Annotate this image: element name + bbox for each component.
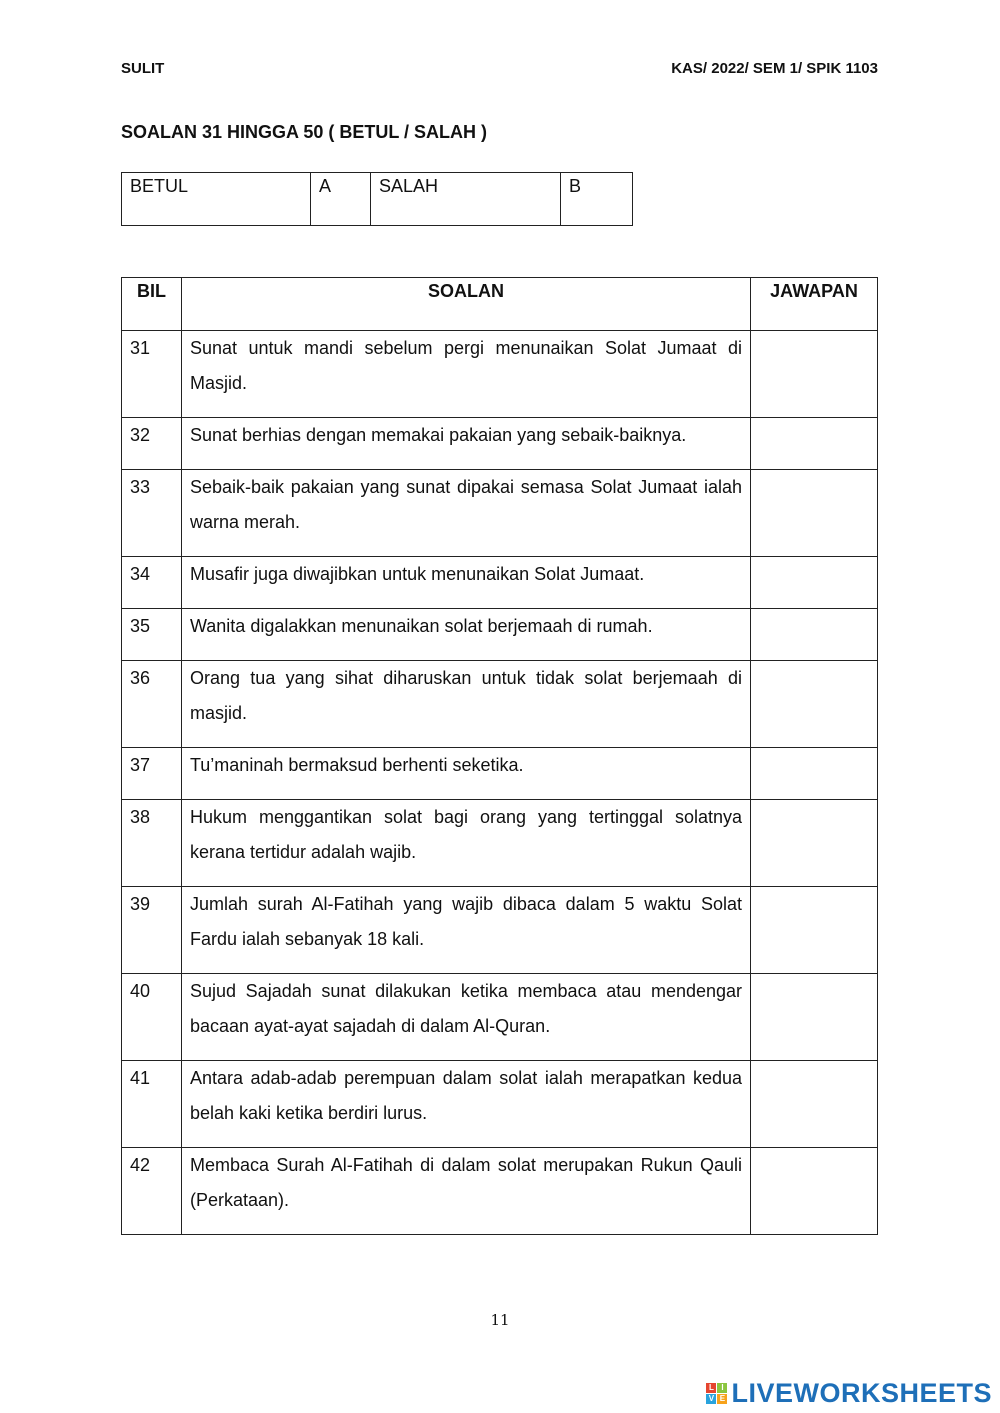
answer-cell[interactable] [751,609,878,661]
question-number: 37 [122,748,182,800]
answer-cell[interactable] [751,470,878,557]
question-text: Wanita digalakkan menunaikan solat berjemaah di rumah. [181,609,750,661]
answer-cell[interactable] [751,1061,878,1148]
table-row [122,557,878,609]
answer-cell[interactable] [751,887,878,974]
question-number: 40 [122,974,182,1061]
answer-cell[interactable] [751,1148,878,1235]
question-number: 38 [122,800,182,887]
table-row [122,1148,878,1235]
answer-cell[interactable] [751,331,878,418]
question-text: Musafir juga diwajibkan untuk menunaikan Solat Jumaat. [181,557,750,609]
header-jawapan: JAWAPAN [751,278,878,331]
logo-letter-l: L [706,1383,716,1393]
answer-cell[interactable] [751,748,878,800]
question-text: Orang tua yang sihat diharuskan untuk tidak solat berjemaah di masjid. [181,661,750,748]
header-soalan: SOALAN [181,278,750,331]
legend-betul-label: BETUL [122,173,311,226]
table-row [122,887,878,974]
question-text: Jumlah surah Al-Fatihah yang wajib dibaca dalam 5 waktu Solat Fardu ialah sebanyak 18 kali. [181,887,750,974]
answer-cell[interactable] [751,974,878,1061]
legend-salah-label: SALAH [371,173,561,226]
question-text: Sebaik-baik pakaian yang sunat dipakai semasa Solat Jumaat ialah warna merah. [181,470,750,557]
table-row [122,470,878,557]
table-row [122,974,878,1061]
question-number: 35 [122,609,182,661]
answer-cell[interactable] [751,661,878,748]
answer-cell[interactable] [751,418,878,470]
logo-letter-i: I [717,1383,727,1393]
answer-cell[interactable] [751,800,878,887]
question-number: 31 [122,331,182,418]
question-number: 34 [122,557,182,609]
question-text: Sujud Sajadah sunat dilakukan ketika membaca atau mendengar bacaan ayat-ayat sajadah di dalam Al-Quran. [181,974,750,1061]
logo-letter-v: V [706,1394,716,1404]
header-bil: BIL [122,278,182,331]
question-table [121,277,878,1235]
answer-cell[interactable] [751,557,878,609]
table-row [122,748,878,800]
legend-betul-code: A [311,173,371,226]
question-text: Sunat untuk mandi sebelum pergi menunaikan Solat Jumaat di Masjid. [181,331,750,418]
table-row [122,331,878,418]
table-row [122,418,878,470]
logo-letter-e: E [717,1394,727,1404]
question-text: Sunat berhias dengan memakai pakaian yang sebaik-baiknya. [181,418,750,470]
header-right: KAS/ 2022/ SEM 1/ SPIK 1103 [671,60,878,77]
header-left: SULIT [121,60,165,77]
table-row [122,1061,878,1148]
question-text: Membaca Surah Al-Fatihah di dalam solat merupakan Rukun Qauli (Perkataan). [181,1148,750,1235]
question-number: 41 [122,1061,182,1148]
liveworksheets-text: LIVEWORKSHEETS [731,1378,992,1408]
question-text: Antara adab-adab perempuan dalam solat ialah merapatkan kedua belah kaki ketika berdiri lurus. [181,1061,750,1148]
legend-table [121,172,633,226]
question-text: Tu’maninah bermaksud berhenti seketika. [181,748,750,800]
table-row [122,800,878,887]
question-number: 39 [122,887,182,974]
table-row [122,661,878,748]
legend-salah-code: B [561,173,633,226]
question-number: 32 [122,418,182,470]
page-number: 11 [490,1311,510,1329]
question-number: 36 [122,661,182,748]
section-title: SOALAN 31 HINGGA 50 ( BETUL / SALAH ) [121,122,488,142]
liveworksheets-logo [706,1378,992,1409]
question-text: Hukum menggantikan solat bagi orang yang tertinggal solatnya kerana tertidur adalah wajib. [181,800,750,887]
table-row [122,609,878,661]
question-number: 42 [122,1148,182,1235]
liveworksheets-icon [706,1383,727,1404]
question-number: 33 [122,470,182,557]
